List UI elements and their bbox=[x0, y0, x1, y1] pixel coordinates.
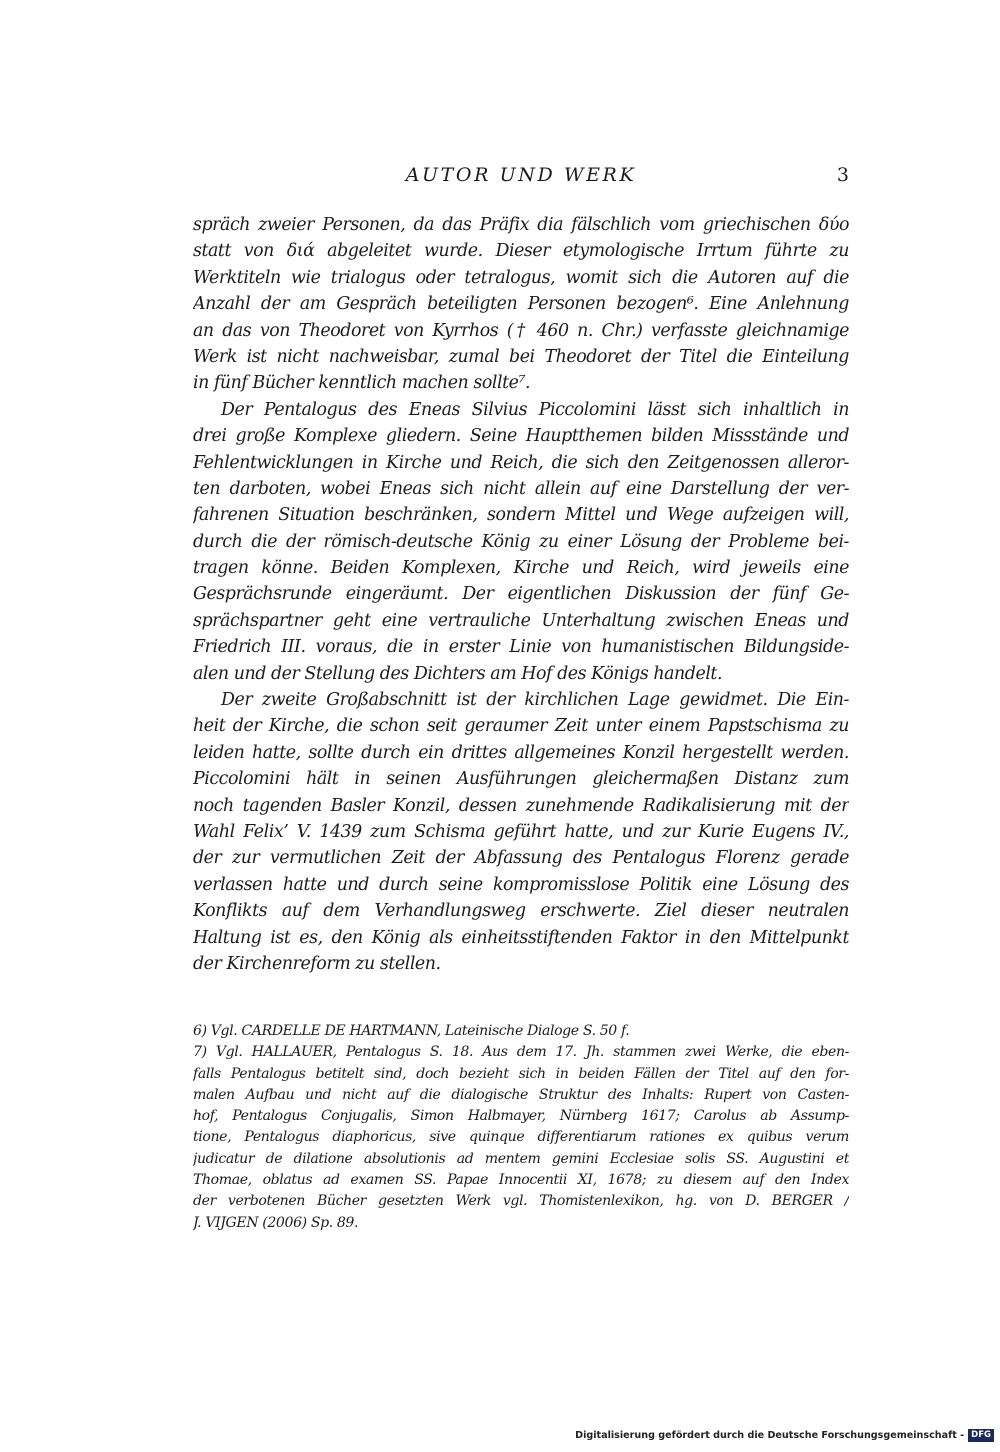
running-title: AUTOR UND WERK bbox=[405, 164, 637, 186]
footnote-7-line: Thomae, oblatus ad examen SS. Papae Innocentii XI, 1678; zu diesem auf den Index bbox=[193, 1172, 849, 1189]
text-line: verlassen hatte und durch seine kompromisslose Politik eine Lösung des bbox=[193, 874, 849, 895]
text-line: Wahl Felix’ V. 1439 zum Schisma geführt hatte, und zur Kurie Eugens IV., bbox=[193, 821, 849, 842]
text-line: Gesprächsrunde eingeräumt. Der eigentlichen Diskussion der fünf Ge- bbox=[193, 584, 849, 605]
text-line: noch tagenden Basler Konzil, dessen zunehmende Radikalisierung mit der bbox=[193, 795, 849, 816]
footnote-7-line: 7) Vgl. HALLAUER, Pentalogus S. 18. Aus dem 17. Jh. stammen zwei Werke, die eben- bbox=[193, 1044, 849, 1061]
text-line: Haltung ist es, den König als einheitsstiftenden Faktor in den Mittelpunkt bbox=[193, 927, 849, 948]
footnotes bbox=[193, 1021, 849, 1234]
text-line: Konflikts auf dem Verhandlungsweg erschwerte. Ziel dieser neutralen bbox=[193, 901, 849, 922]
footnote-7-line: J. VIJGEN (2006) Sp. 89. bbox=[193, 1214, 359, 1231]
footnote-7-line: falls Pentalogus betitelt sind, doch bezieht sich in beiden Fällen der Titel auf den for- bbox=[193, 1065, 849, 1082]
text-line: heit der Kirche, die schon seit geraumer Zeit unter einem Papstschisma zu bbox=[193, 716, 849, 737]
text-line: in fünf Bücher kenntlich machen sollte⁷. bbox=[193, 373, 531, 394]
paragraph-first-line: Der Pentalogus des Eneas Silvius Piccolomini lässt sich inhaltlich in bbox=[221, 399, 849, 420]
text-line: Friedrich III. voraus, die in erster Linie von humanistischen Bildungside- bbox=[193, 637, 849, 658]
text-line: Werk ist nicht nachweisbar, zumal bei Theodoret der Titel die Einteilung bbox=[193, 346, 849, 367]
footnote-7-line: hof, Pentalogus Conjugalis, Simon Halbmayer, Nürnberg 1617; Carolus ab Assump- bbox=[193, 1108, 849, 1125]
text-line: Piccolomini hält in seinen Ausführungen gleichermaßen Distanz zum bbox=[193, 769, 849, 790]
text-line: der Kirchenreform zu stellen. bbox=[193, 953, 441, 974]
dfg-logo: DFG bbox=[968, 1429, 994, 1442]
text-line: drei große Komplexe gliedern. Seine Hauptthemen bilden Missstände und bbox=[193, 426, 849, 447]
footnote-7-line: judicatur de dilatione absolutionis ad mentem gemini Ecclesiae solis SS. Augustini et bbox=[193, 1150, 849, 1167]
page-number: 3 bbox=[836, 164, 849, 186]
text-line: leiden hatte, sollte durch ein drittes allgemeines Konzil hergestellt werden. bbox=[193, 742, 849, 763]
digitization-credit bbox=[575, 1428, 994, 1442]
text-line: spräch zweier Personen, da das Präfix dia fälschlich vom griechischen δύο bbox=[193, 215, 849, 235]
text-line: sprächspartner geht eine vertrauliche Unterhaltung zwischen Eneas und bbox=[193, 610, 849, 631]
text-line: Anzahl der am Gespräch beteiligten Personen bezogen⁶. Eine Anlehnung bbox=[193, 294, 849, 315]
footnote-7-line: malen Aufbau und nicht auf die dialogische Struktur des Inhalts: Rupert von Casten- bbox=[193, 1086, 849, 1103]
text-line: fahrenen Situation beschränken, sondern Mittel und Wege aufzeigen will, bbox=[193, 505, 849, 526]
text-line: der zur vermutlichen Zeit der Abfassung des Pentalogus Florenz gerade bbox=[193, 848, 849, 869]
text-line: statt von διά abgeleitet wurde. Dieser etymologische Irrtum führte zu bbox=[193, 241, 849, 262]
footnote-7-line: tione, Pentalogus diaphoricus, sive quinque differentiarum rationes ex quibus verum bbox=[193, 1129, 849, 1146]
text-line: alen und der Stellung des Dichters am Hof des Königs handelt. bbox=[193, 663, 723, 684]
credit-text: Digitalisierung gefördert durch die Deutsche Forschungsgemeinschaft - bbox=[575, 1429, 965, 1441]
paragraph-first-line: Der zweite Großabschnitt ist der kirchlichen Lage gewidmet. Die Ein- bbox=[221, 690, 849, 711]
text-line: tragen könne. Beiden Komplexen, Kirche und Reich, wird jeweils eine bbox=[193, 558, 849, 579]
footnote-7-line: der verbotenen Bücher gesetzten Werk vgl. Thomistenlexikon, hg. von D. BERGER / bbox=[193, 1193, 849, 1210]
text-line: durch die der römisch-deutsche König zu einer Lösung der Probleme bei- bbox=[193, 531, 849, 552]
running-header bbox=[193, 164, 849, 194]
text-line: ten darboten, wobei Eneas sich nicht allein auf eine Darstellung der ver- bbox=[193, 478, 849, 499]
text-line: Werktiteln wie trialogus oder tetralogus, womit sich die Autoren auf die bbox=[193, 267, 849, 288]
text-line: an das von Theodoret von Kyrrhos († 460 n. Chr.) verfasste gleichnamige bbox=[193, 320, 849, 341]
text-line: Fehlentwicklungen in Kirche und Reich, die sich den Zeitgenossen alleror- bbox=[193, 452, 849, 473]
footnote-6: 6) Vgl. CARDELLE DE HARTMANN, Lateinische Dialoge S. 50 f. bbox=[193, 1023, 630, 1039]
main-text bbox=[193, 212, 849, 977]
